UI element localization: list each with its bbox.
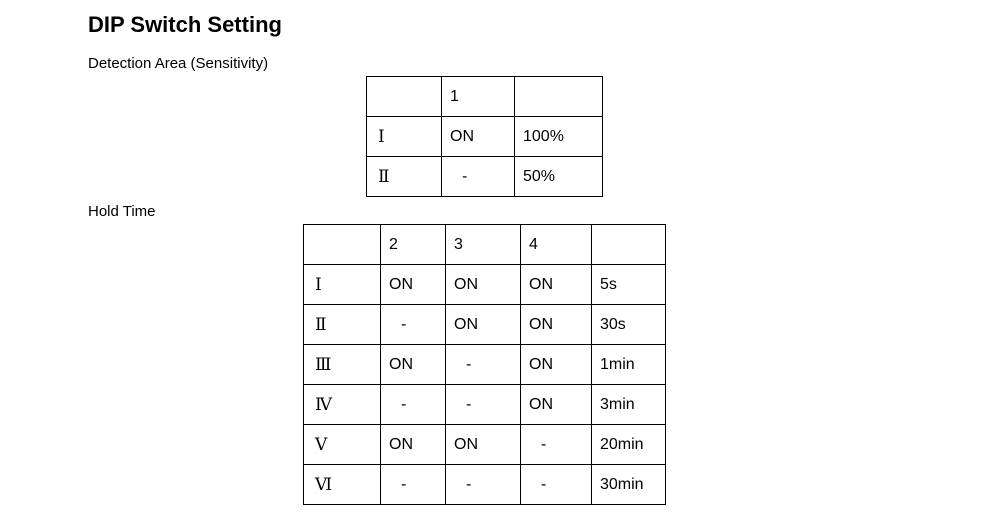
table-cell: - — [446, 345, 521, 385]
table-cell: ON — [521, 345, 592, 385]
table-cell: ON — [521, 385, 592, 425]
page-title: DIP Switch Setting — [88, 12, 282, 37]
table-cell: ON — [446, 305, 521, 345]
table-header-cell — [592, 225, 666, 265]
table-cell: - — [381, 385, 446, 425]
table-cell: ON — [521, 265, 592, 305]
table-cell: - — [446, 465, 521, 505]
row-label-cell: Ⅱ — [367, 157, 442, 197]
detection-area-table — [366, 76, 603, 197]
row-label-cell: Ⅰ — [367, 117, 442, 157]
row-label-cell: Ⅲ — [304, 345, 381, 385]
table-row — [304, 465, 666, 505]
table-row — [304, 385, 666, 425]
hold-time-table — [303, 224, 666, 505]
table-header-cell: 3 — [446, 225, 521, 265]
table-cell: 1min — [592, 345, 666, 385]
detection-area-label: Detection Area (Sensitivity) — [88, 55, 269, 72]
table-cell: 30min — [592, 465, 666, 505]
table-row — [367, 117, 603, 157]
table-cell: 3min — [592, 385, 666, 425]
table-cell: 30s — [592, 305, 666, 345]
row-label-cell: Ⅵ — [304, 465, 381, 505]
table-header-cell: 1 — [442, 77, 515, 117]
table-cell: - — [521, 465, 592, 505]
table-cell: ON — [442, 117, 515, 157]
table-cell: ON — [446, 425, 521, 465]
row-label-cell: Ⅰ — [304, 265, 381, 305]
table-cell: ON — [446, 265, 521, 305]
table-cell: - — [381, 465, 446, 505]
table-header-cell — [367, 77, 442, 117]
table-row — [367, 157, 603, 197]
hold-time-label: Hold Time — [88, 203, 156, 220]
table-row — [304, 265, 666, 305]
table-cell: 5s — [592, 265, 666, 305]
table-cell: ON — [381, 345, 446, 385]
table-row — [304, 345, 666, 385]
table-cell: - — [381, 305, 446, 345]
table-header-cell — [515, 77, 603, 117]
table-header-row — [304, 225, 666, 265]
table-header-cell: 4 — [521, 225, 592, 265]
table-cell: ON — [381, 425, 446, 465]
table-cell: - — [446, 385, 521, 425]
table-cell: ON — [381, 265, 446, 305]
table-row — [304, 425, 666, 465]
table-cell: - — [442, 157, 515, 197]
table-cell: 50% — [515, 157, 603, 197]
row-label-cell: Ⅱ — [304, 305, 381, 345]
table-cell: 100% — [515, 117, 603, 157]
table-header-cell — [304, 225, 381, 265]
table-header-cell: 2 — [381, 225, 446, 265]
table-cell: 20min — [592, 425, 666, 465]
table-header-row — [367, 77, 603, 117]
table-cell: - — [521, 425, 592, 465]
table-cell: ON — [521, 305, 592, 345]
row-label-cell: Ⅴ — [304, 425, 381, 465]
table-row — [304, 305, 666, 345]
row-label-cell: Ⅳ — [304, 385, 381, 425]
